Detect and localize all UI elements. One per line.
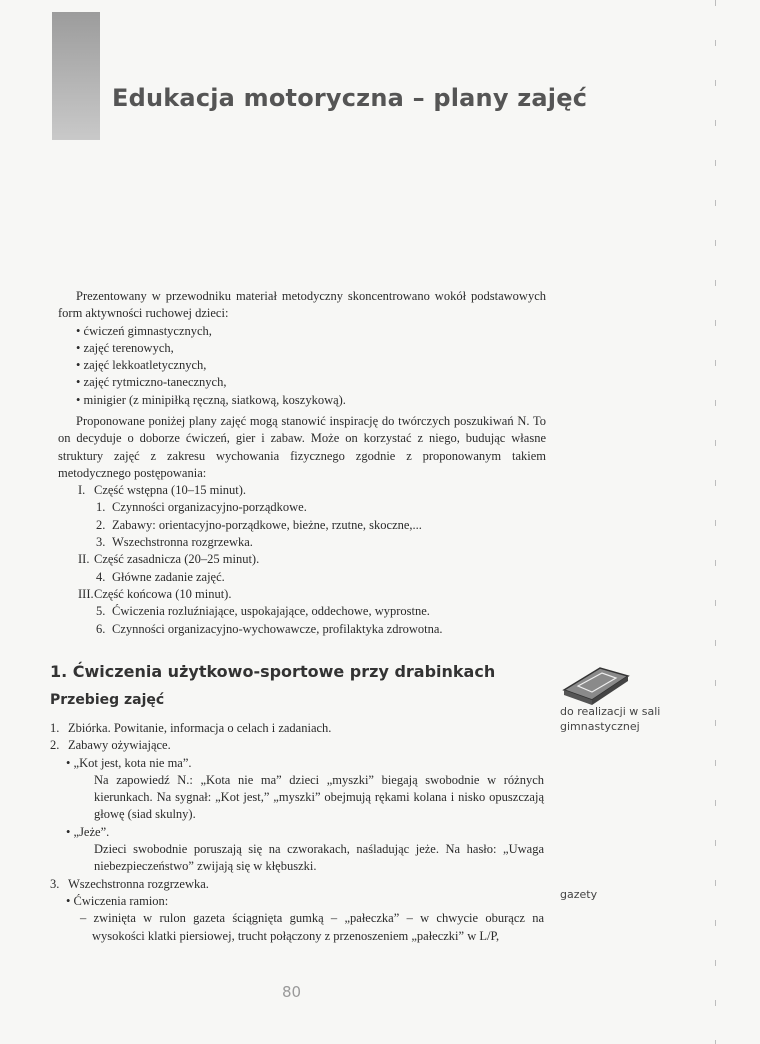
game-jeze [50,824,544,876]
list-item: 1. Czynności organizacyjno-porządkowe. [96,500,307,515]
exercise-group [50,893,544,945]
gym-mat-icon [560,660,632,706]
scan-edge-mark [715,0,716,1044]
list-item: • zajęć rytmiczno-tanecznych, [76,374,546,391]
exercise-description: – zwinięta w rulon gazeta ściągnięta gumką – „pałeczka” – w chwycie oburącz na wysokości klatki piersiowej, trucht połączony z przenoszeniem „pałeczki” w L/P, [66,910,544,945]
intro-paragraph: Prezentowany w przewodniku materiał metodyczny skoncentrowano wokół podstawowych form aktywności ruchowej dzieci: [58,289,546,321]
step-3: 3. Wszechstronna rozgrzewka. [50,876,209,891]
list-item: • minigier (z minipiłką ręczną, siatkową, koszykową). [76,392,546,409]
section-title: 1. Ćwiczenia użytkowo-sportowe przy drabinkach [50,662,496,681]
list-item: • zajęć lekkoatletycznych, [76,357,546,374]
game-name: • „Jeże”. [66,824,544,841]
part-label: Część zasadnicza (20–25 minut). [94,552,260,567]
lesson-structure [58,482,546,638]
part-number: I. [78,483,86,498]
game-description: Na zapowiedź N.: „Kota nie ma” dzieci „myszki” biegają swobodnie w różnych kierunkach. Na sygnał: „Kot jest,” „myszki” obejmują rękami kolana i nisko opuszczają głowę (siad skulny). [94,772,544,822]
list-item: 2. Zabawy: orientacyjno-porządkowe, bieżne, rzutne, skoczne,... [96,517,422,532]
step-2: 2. Zabawy ożywiające. [50,738,171,753]
title-band [52,12,100,140]
lesson-part [58,482,546,551]
list-item: 5. Ćwiczenia rozluźniające, uspokajające, oddechowe, wyprostne. [96,604,430,619]
page-number: 80 [282,983,302,1001]
part-number: III. [78,586,94,601]
part-label: Część wstępna (10–15 minut). [94,483,247,498]
game-name: • „Kot jest, kota nie ma”. [66,755,544,772]
proposal-block [58,413,546,638]
part-label: Część końcowa (10 minut). [94,586,232,601]
list-item: 3. Wszechstronna rozgrzewka. [96,535,253,550]
materials-note: gazety [560,888,598,901]
gym-note: do realizacji w sali gimnastycznej [560,705,661,733]
list-item: • ćwiczeń gimnastycznych, [76,323,546,340]
page-title: Edukacja motoryczna – plany zajęć [112,84,588,112]
game-kot [50,755,544,824]
step-1: 1. Zbiórka. Powitanie, informacja o celach i zadaniach. [50,721,332,735]
proposal-paragraph: Proponowane poniżej plany zajęć mogą stanowić inspirację do twórczych poszukiwań N. To on decyduje o doborze ćwiczeń, gier i zabaw. Może on korzystać z niego, budując własne struktury zajęć z zakresu wychowania fizycznego zgodnie z proponowanym takiem metodycznego postępowania: [58,414,546,480]
game-description: Dzieci swobodnie poruszają się na czworakach, naśladując jeże. Na hasło: „Uwaga niebezpieczeństwo” zwijają się w kłębuszki. [94,842,544,874]
lesson-part [58,586,546,638]
activity-list [58,323,546,409]
list-item: 4. Główne zadanie zajęć. [96,569,225,584]
intro-block [58,288,546,409]
list-item: • zajęć terenowych, [76,340,546,357]
lesson-part [58,551,546,586]
part-number: II. [78,552,90,567]
lesson-steps [50,720,544,945]
list-item: 6. Czynności organizacyjno-wychowawcze, profilaktyka zdrowotna. [96,621,443,636]
section-subtitle: Przebieg zajęć [50,692,165,708]
exercise-heading: • Ćwiczenia ramion: [66,893,544,910]
